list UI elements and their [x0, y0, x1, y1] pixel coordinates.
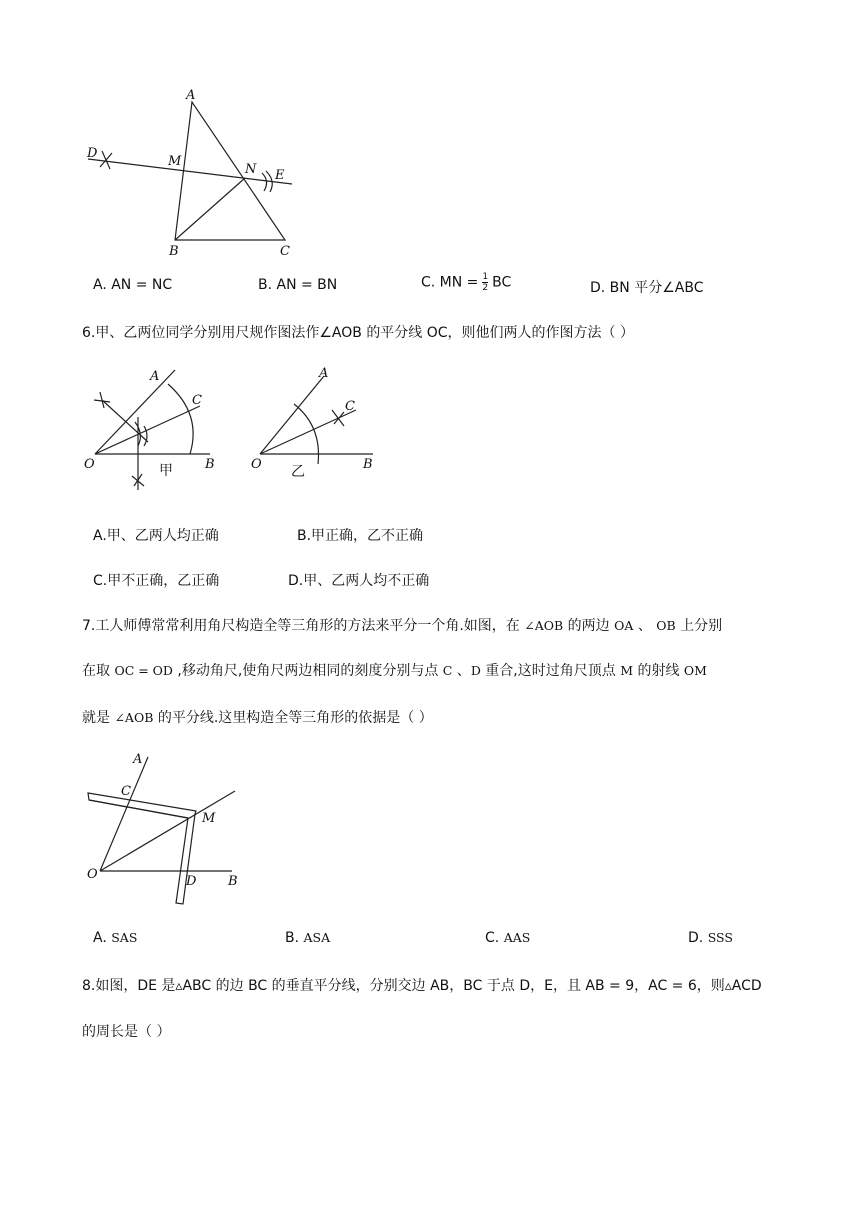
q7-option-c[interactable] — [485, 930, 530, 946]
q5-option-c-prefix: C. MN = — [421, 274, 479, 291]
arc-mark-middle — [135, 422, 147, 446]
label-a: A — [133, 752, 143, 767]
q7-l2-d: D — [470, 663, 481, 678]
label-n: N — [245, 162, 257, 177]
q7-l2-c: C — [442, 663, 453, 678]
label-b: B — [228, 874, 238, 889]
q7-text-line-2 — [82, 660, 707, 680]
q7-l2-part-2: ,移动角尺,使角尺两边相同的刻度分别与点 — [172, 663, 443, 679]
ray-oc — [260, 410, 356, 454]
q7-l3-part-2: 的平分线.这里构造全等三角形的依据是（ ） — [153, 710, 433, 726]
triangle-abc — [175, 102, 285, 240]
label-a: A — [150, 369, 160, 384]
label-b: B — [363, 457, 373, 472]
ray-oa — [260, 376, 324, 454]
q7-l1-part-2: 的两边 — [563, 618, 615, 634]
ray-om — [100, 791, 235, 871]
label-m: M — [202, 811, 216, 826]
label-d: D — [186, 874, 197, 889]
arc-mark — [332, 410, 344, 426]
q7-option-c-letter: C. — [485, 930, 504, 946]
q7-l1-angle-aob: ∠AOB — [524, 618, 564, 633]
fraction-denominator: 2 — [482, 283, 489, 293]
label-jia: 甲 — [159, 463, 173, 479]
label-yi: 乙 — [291, 464, 305, 480]
label-c: C — [280, 244, 290, 259]
q5-option-c[interactable] — [421, 272, 511, 293]
label-a: A — [319, 366, 329, 381]
label-c: C — [121, 784, 131, 799]
q7-option-a-value: SAS — [111, 930, 138, 945]
q7-l2-part-3: 、 — [452, 663, 471, 679]
q7-l2-part-4: 重合,这时过角尺顶点 — [480, 663, 621, 679]
q7-l2-part-1: 在取 — [82, 663, 115, 679]
label-a: A — [186, 88, 196, 103]
q5-option-c-suffix: BC — [492, 274, 512, 291]
q7-option-c-value: AAS — [503, 930, 531, 945]
q7-angle-ruler-figure — [80, 745, 250, 910]
q5-option-b[interactable]: B. AN = BN — [258, 277, 338, 293]
fraction-half — [482, 272, 488, 293]
q7-option-d-letter: D. — [688, 930, 708, 946]
q7-l1-ob: OB — [656, 618, 676, 633]
q6-figure-yi — [248, 362, 388, 482]
q6-option-c[interactable]: C.甲不正确，乙正确 — [93, 573, 220, 589]
q7-option-d-value: SSS — [707, 930, 733, 945]
line-de — [88, 159, 292, 184]
fraction-numerator: 1 — [482, 272, 489, 282]
q7-l3-angle-aob: ∠AOB — [114, 710, 154, 725]
q8-text-line-2: 的周长是（ ） — [82, 1024, 171, 1040]
q7-text-line-3 — [82, 707, 433, 727]
arc-large — [294, 404, 319, 464]
q7-l2-m: M — [620, 663, 634, 678]
q6-figure-jia — [80, 362, 230, 497]
q7-option-b-letter: B. — [285, 930, 304, 946]
label-o: O — [87, 867, 98, 882]
label-b: B — [205, 457, 215, 472]
label-c: C — [345, 399, 355, 414]
q6-option-a[interactable]: A.甲、乙两人均正确 — [93, 528, 219, 544]
q7-text-line-1 — [82, 615, 722, 635]
square-inner-edge — [89, 800, 188, 818]
label-e: E — [275, 168, 285, 183]
q7-l1-part-1: 7.工人师傅常常利用角尺构造全等三角形的方法来平分一个角.如图，在 — [82, 618, 525, 634]
q7-l2-part-5: 的射线 — [633, 663, 684, 679]
q7-l2-om: OM — [683, 663, 707, 678]
q7-option-b-value: ASA — [303, 930, 331, 945]
ray-oc — [95, 406, 200, 454]
q7-option-a-letter: A. — [93, 930, 112, 946]
q5-option-a[interactable]: A. AN = NC — [93, 277, 173, 293]
q7-l2-oc-od: OC = OD — [114, 663, 173, 678]
q7-l1-part-4: 上分别 — [675, 618, 723, 634]
q8-text-line-1: 8.如图，DE 是▵ABC 的边 BC 的垂直平分线，分别交边 AB，BC 于点 D，E，且 AB = 9，AC = 6，则▵ACD — [82, 978, 762, 994]
q5-triangle-figure — [80, 85, 310, 260]
q6-option-b[interactable]: B.甲正确，乙不正确 — [297, 528, 424, 544]
label-c: C — [192, 393, 202, 408]
q6-text: 6.甲、乙两位同学分别用尺规作图法作∠AOB 的平分线 OC，则他们两人的作图方法（ ） — [82, 325, 635, 341]
ray-oa — [95, 370, 175, 454]
label-o: O — [84, 457, 95, 472]
q7-l3-part-1: 就是 — [82, 710, 115, 726]
label-m: M — [168, 154, 182, 169]
ray-oa — [100, 757, 148, 871]
q7-option-a[interactable] — [93, 930, 137, 946]
q6-option-d[interactable]: D.甲、乙两人均不正确 — [288, 573, 430, 589]
q7-l1-oa: OA — [614, 618, 634, 633]
q5-option-d[interactable]: D. BN 平分∠ABC — [590, 280, 704, 296]
label-d: D — [87, 146, 98, 161]
label-o: O — [251, 457, 262, 472]
q7-option-d[interactable] — [688, 930, 733, 946]
q7-option-b[interactable] — [285, 930, 330, 946]
label-b: B — [169, 244, 179, 259]
q7-l1-part-3: 、 — [633, 618, 657, 634]
arc-mark-d — [100, 151, 112, 169]
segment-bn — [175, 178, 245, 240]
